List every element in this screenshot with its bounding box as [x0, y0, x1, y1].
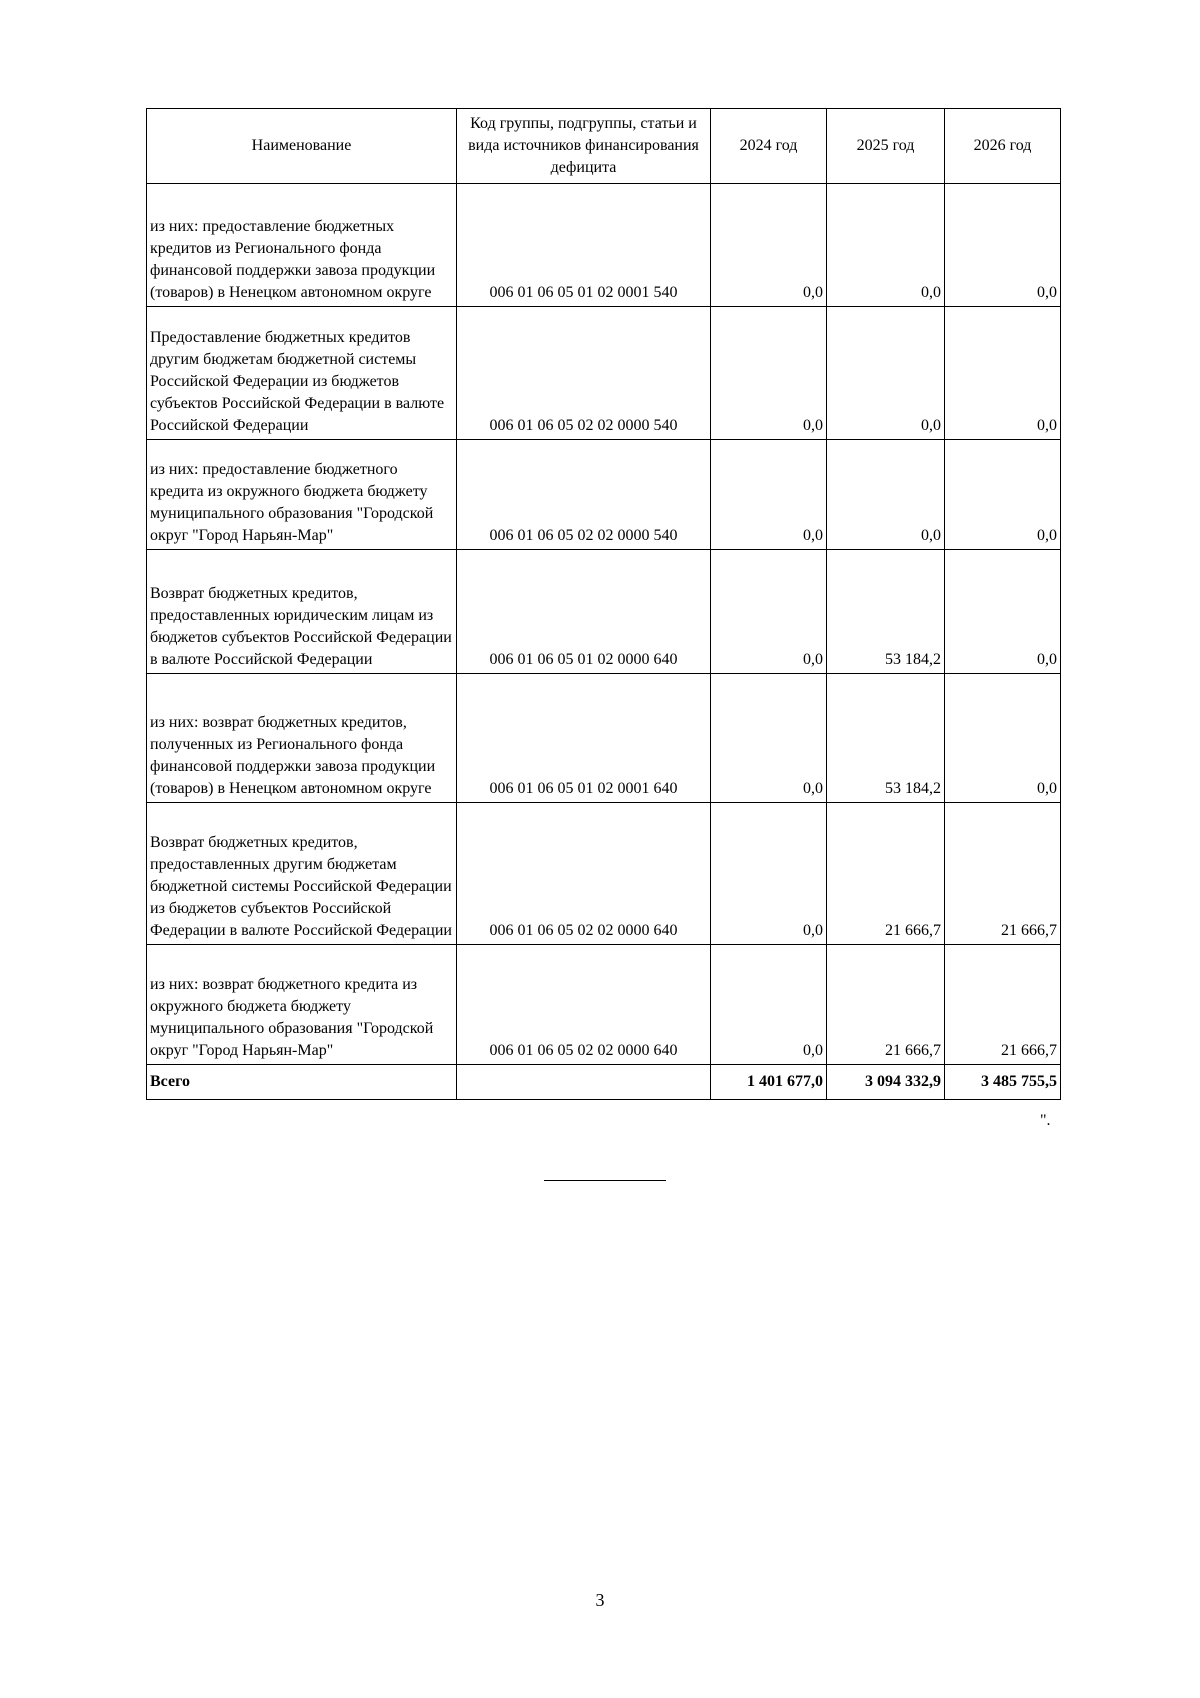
header-code: Код группы, подгруппы, статьи и вида источников финансирования дефицита [457, 109, 711, 184]
row-value-2026: 0,0 [945, 184, 1061, 307]
row-value-2026: 21 666,7 [945, 945, 1061, 1065]
row-value-2024: 0,0 [711, 440, 827, 550]
row-name: из них: предоставление бюджетного кредита из окружного бюджета бюджету муниципального образования "Городской округ "Город Нарьян-Мар" [147, 440, 457, 550]
row-value-2024: 0,0 [711, 674, 827, 803]
row-value-2026: 0,0 [945, 550, 1061, 674]
row-name: Возврат бюджетных кредитов, предоставленных другим бюджетам бюджетной системы Российской Федерации из бюджетов субъектов Российской Федерации в валюте Российской Федерации [147, 803, 457, 945]
separator-line [544, 1180, 666, 1181]
row-value-2026: 0,0 [945, 307, 1061, 440]
total-2026: 3 485 755,5 [945, 1065, 1061, 1100]
row-code: 006 01 06 05 02 02 0000 640 [457, 803, 711, 945]
row-name: Предоставление бюджетных кредитов другим бюджетам бюджетной системы Российской Федерации из бюджетов субъектов Российской Федерации в валюте Российской Федерации [147, 307, 457, 440]
table-row [147, 803, 1061, 945]
row-value-2024: 0,0 [711, 184, 827, 307]
row-value-2024: 0,0 [711, 307, 827, 440]
row-value-2025: 0,0 [827, 184, 945, 307]
row-value-2026: 21 666,7 [945, 803, 1061, 945]
table-row [147, 945, 1061, 1065]
row-value-2025: 21 666,7 [827, 803, 945, 945]
row-value-2025: 0,0 [827, 307, 945, 440]
row-code: 006 01 06 05 02 02 0000 640 [457, 945, 711, 1065]
table-row [147, 440, 1061, 550]
header-name: Наименование [147, 109, 457, 184]
row-value-2025: 0,0 [827, 440, 945, 550]
row-code: 006 01 06 05 01 02 0001 640 [457, 674, 711, 803]
row-value-2026: 0,0 [945, 674, 1061, 803]
page-number: 3 [595, 1590, 605, 1610]
row-value-2024: 0,0 [711, 803, 827, 945]
table-total-row [147, 1065, 1061, 1100]
table-row [147, 307, 1061, 440]
total-label: Всего [147, 1065, 457, 1100]
total-2025: 3 094 332,9 [827, 1065, 945, 1100]
row-value-2026: 0,0 [945, 440, 1061, 550]
row-value-2025: 53 184,2 [827, 550, 945, 674]
table-row [147, 674, 1061, 803]
row-code: 006 01 06 05 02 02 0000 540 [457, 440, 711, 550]
row-name: Возврат бюджетных кредитов, предоставленных юридическим лицам из бюджетов субъектов Российской Федерации в валюте Российской Федерации [147, 550, 457, 674]
table-row [147, 184, 1061, 307]
total-code [457, 1065, 711, 1100]
row-value-2024: 0,0 [711, 945, 827, 1065]
row-code: 006 01 06 05 02 02 0000 540 [457, 307, 711, 440]
table-header-row [147, 109, 1061, 184]
row-name: из них: возврат бюджетных кредитов, полученных из Регионального фонда финансовой поддержки завоза продукции (товаров) в Ненецком автономном округе [147, 674, 457, 803]
row-code: 006 01 06 05 01 02 0000 640 [457, 550, 711, 674]
row-value-2024: 0,0 [711, 550, 827, 674]
row-value-2025: 53 184,2 [827, 674, 945, 803]
row-code: 006 01 06 05 01 02 0001 540 [457, 184, 711, 307]
row-name: из них: возврат бюджетного кредита из окружного бюджета бюджету муниципального образования "Городской округ "Город Нарьян-Мар" [147, 945, 457, 1065]
header-2024: 2024 год [711, 109, 827, 184]
row-value-2025: 21 666,7 [827, 945, 945, 1065]
total-2024: 1 401 677,0 [711, 1065, 827, 1100]
row-name: из них: предоставление бюджетных кредитов из Регионального фонда финансовой поддержки завоза продукции (товаров) в Ненецком автономном округе [147, 184, 457, 307]
table-row [147, 550, 1061, 674]
header-2025: 2025 год [827, 109, 945, 184]
header-2026: 2026 год [945, 109, 1061, 184]
closing-quote: ". [1040, 1112, 1051, 1129]
budget-sources-table [146, 108, 1061, 1100]
